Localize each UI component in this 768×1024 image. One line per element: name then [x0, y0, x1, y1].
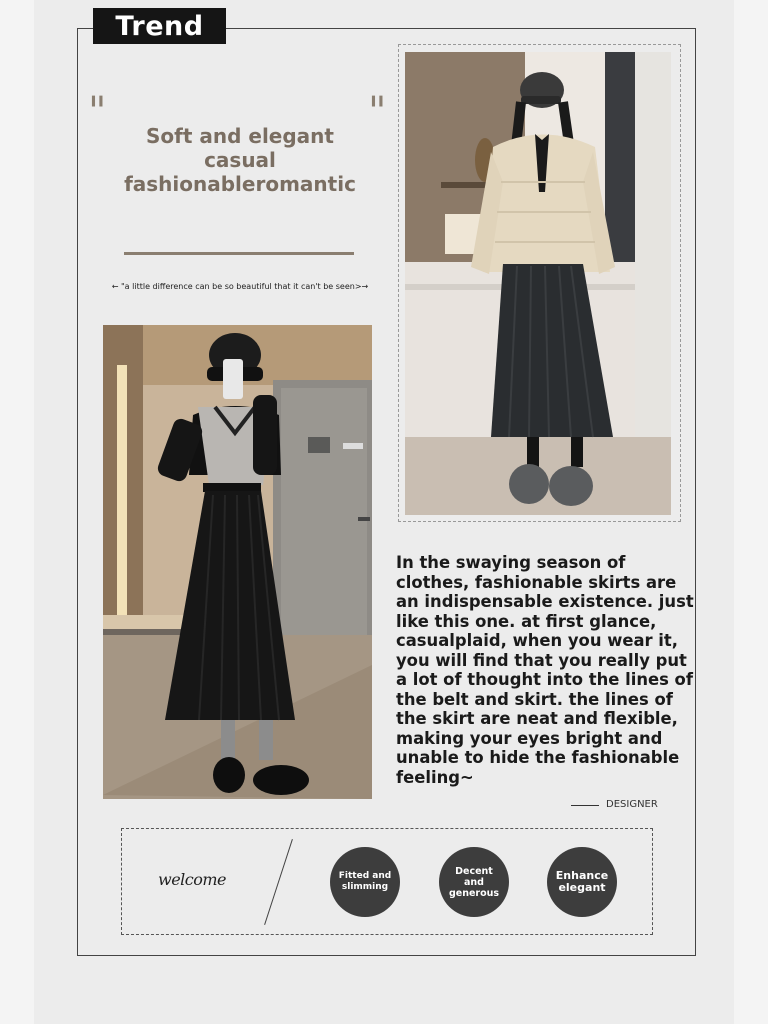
trend-tag: Trend: [93, 8, 226, 44]
headline-line: fashionableromantic: [124, 172, 356, 196]
designer-label: DESIGNER: [606, 799, 658, 810]
headline-line: Soft and elegant: [146, 124, 334, 148]
welcome-signature: welcome: [158, 870, 227, 889]
feature-badge-label: Decent and generous: [448, 865, 500, 899]
description-text: In the swaying season of clothes, fashionable skirts are an indispensable existence. just like this one. at first glance, casualplaid, when you wear it, you will find that you really put a lot of thought into the lines of the belt and skirt. the lines of the skirt are neat and flexible, making your eyes bright and unable to hide the fashionable feeling~: [396, 553, 694, 787]
headline-divider: [124, 252, 354, 255]
open-quote-icon: ": [88, 89, 107, 135]
headline: [110, 124, 370, 196]
headline-line: casual: [204, 148, 276, 172]
feature-badge-fitted: [330, 847, 400, 917]
feature-badge-label: Enhance elegant: [555, 869, 609, 894]
feature-badge-enhance: [547, 847, 617, 917]
close-quote-icon: ": [368, 89, 387, 135]
feature-badge-decent: [439, 847, 509, 917]
model-photo-left: [103, 325, 372, 799]
tagline: ← "a little difference can be so beautiful that it can't be seen>→: [111, 282, 369, 291]
model-photo-right: [405, 52, 671, 515]
designer-divider: [571, 805, 599, 806]
feature-badge-label: Fitted and slimming: [338, 871, 392, 892]
